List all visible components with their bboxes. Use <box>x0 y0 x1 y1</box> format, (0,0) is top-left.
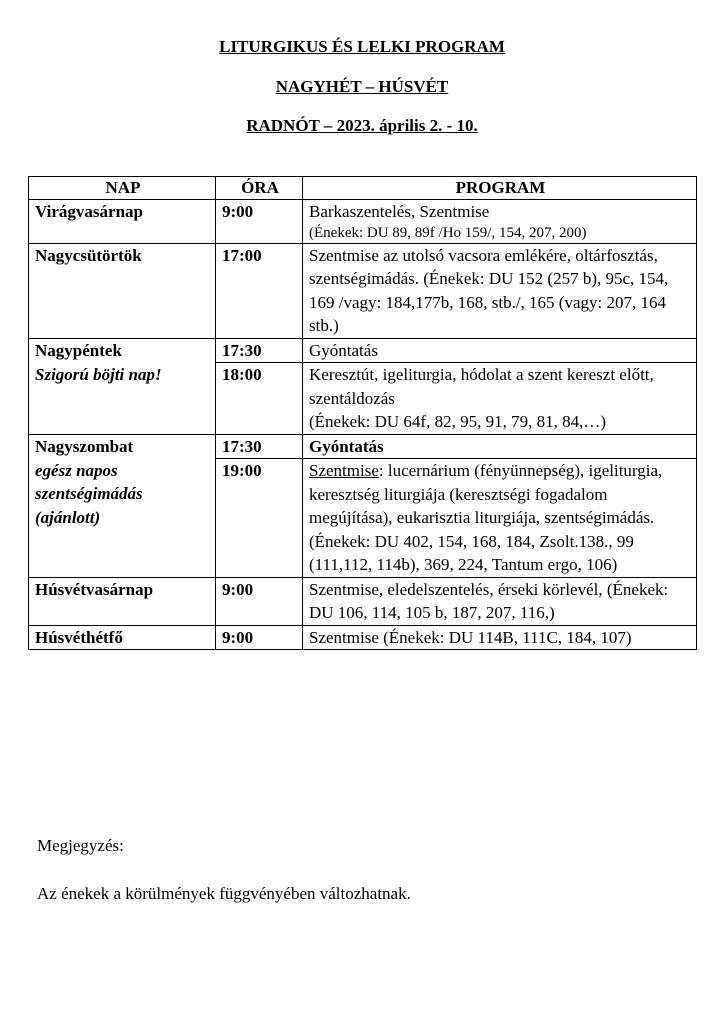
table-row <box>29 363 697 435</box>
day-cell: Nagypéntek <box>29 338 216 363</box>
place-and-date: RADNÓT – 2023. április 2. - 10. <box>246 116 478 135</box>
time-cell: 17:30 <box>216 434 303 459</box>
program-cell: Szentmise az utolsó vacsora emlékére, oltárfosztás, szentségimádás. (Énekek: DU 152 (257 b), 95c, 154, 169 /vagy: 184,177b, 168, stb./, 165 (vagy: 207, 164 stb.) <box>303 243 697 338</box>
time-cell: 9:00 <box>216 577 303 625</box>
program-text: : lucernárium (fényünnepség), igeliturgia, keresztség liturgiája (keresztségi fogadalom megújítása), eukarisztia liturgiája, szentségimádás. (Énekek: DU 402, 154, 168, 184, Zsolt.138., 99 (111,112, 114b), 369, 224, Tantum ergo, 106) <box>309 461 663 574</box>
program-cell: Gyóntatás <box>303 338 697 363</box>
time-cell: 9:00 <box>216 625 303 650</box>
songs-text: (Énekek: DU 89, 89f /Ho 159/, 154, 207, 200) <box>309 224 587 241</box>
program-cell: Szentmise (Énekek: DU 114B, 111C, 184, 107) <box>303 625 697 650</box>
day-cell: Nagycsütörtök <box>29 243 216 338</box>
program-cell <box>303 459 697 578</box>
program-cell: Szentmise, eledelszentelés, érseki körlevél, (Énekek: DU 106, 114, 105 b, 187, 207, 116,) <box>303 577 697 625</box>
document-subtitle: NAGYHÉT – HÚSVÉT <box>275 77 449 96</box>
day-cell: Virágvasárnap <box>29 200 216 244</box>
time-cell: 18:00 <box>216 363 303 435</box>
note-label: Megjegyzés: <box>37 836 124 855</box>
table-row <box>29 459 697 578</box>
table-row <box>29 577 697 625</box>
program-text: Barkaszentelés, Szentmise <box>309 202 490 221</box>
table-row <box>29 338 697 363</box>
day-cell: Nagyszombat <box>29 434 216 459</box>
day-cell: Húsvétvasárnap <box>29 577 216 625</box>
column-header-time: ÓRA <box>216 177 303 200</box>
program-lead-text: Szentmise <box>309 461 379 480</box>
table-header-row <box>29 177 697 200</box>
table-row <box>29 434 697 459</box>
program-cell <box>303 363 697 435</box>
program-cell: Gyóntatás <box>303 434 697 459</box>
table-row <box>29 243 697 338</box>
note-text: Az énekek a körülmények függvényében változhatnak. <box>37 884 411 903</box>
column-header-program: PROGRAM <box>303 177 697 200</box>
time-cell: 17:00 <box>216 243 303 338</box>
time-cell: 9:00 <box>216 200 303 244</box>
day-cell: egész napos szentségimádás (ajánlott) <box>29 459 216 578</box>
table-row <box>29 200 697 244</box>
day-cell: Húsvéthétfő <box>29 625 216 650</box>
schedule-table <box>28 176 697 650</box>
time-cell: 17:30 <box>216 338 303 363</box>
document-title: LITURGIKUS ÉS LELKI PROGRAM <box>219 37 505 56</box>
column-header-day: NAP <box>29 177 216 200</box>
program-cell <box>303 200 697 244</box>
program-text: Keresztút, igeliturgia, hódolat a szent kereszt előtt, szentáldozás <box>309 365 654 408</box>
table-row <box>29 625 697 650</box>
songs-text: (Énekek: DU 64f, 82, 95, 91, 79, 81, 84,…) <box>309 412 606 431</box>
day-cell: Szigorú böjti nap! <box>29 363 216 435</box>
time-cell: 19:00 <box>216 459 303 578</box>
